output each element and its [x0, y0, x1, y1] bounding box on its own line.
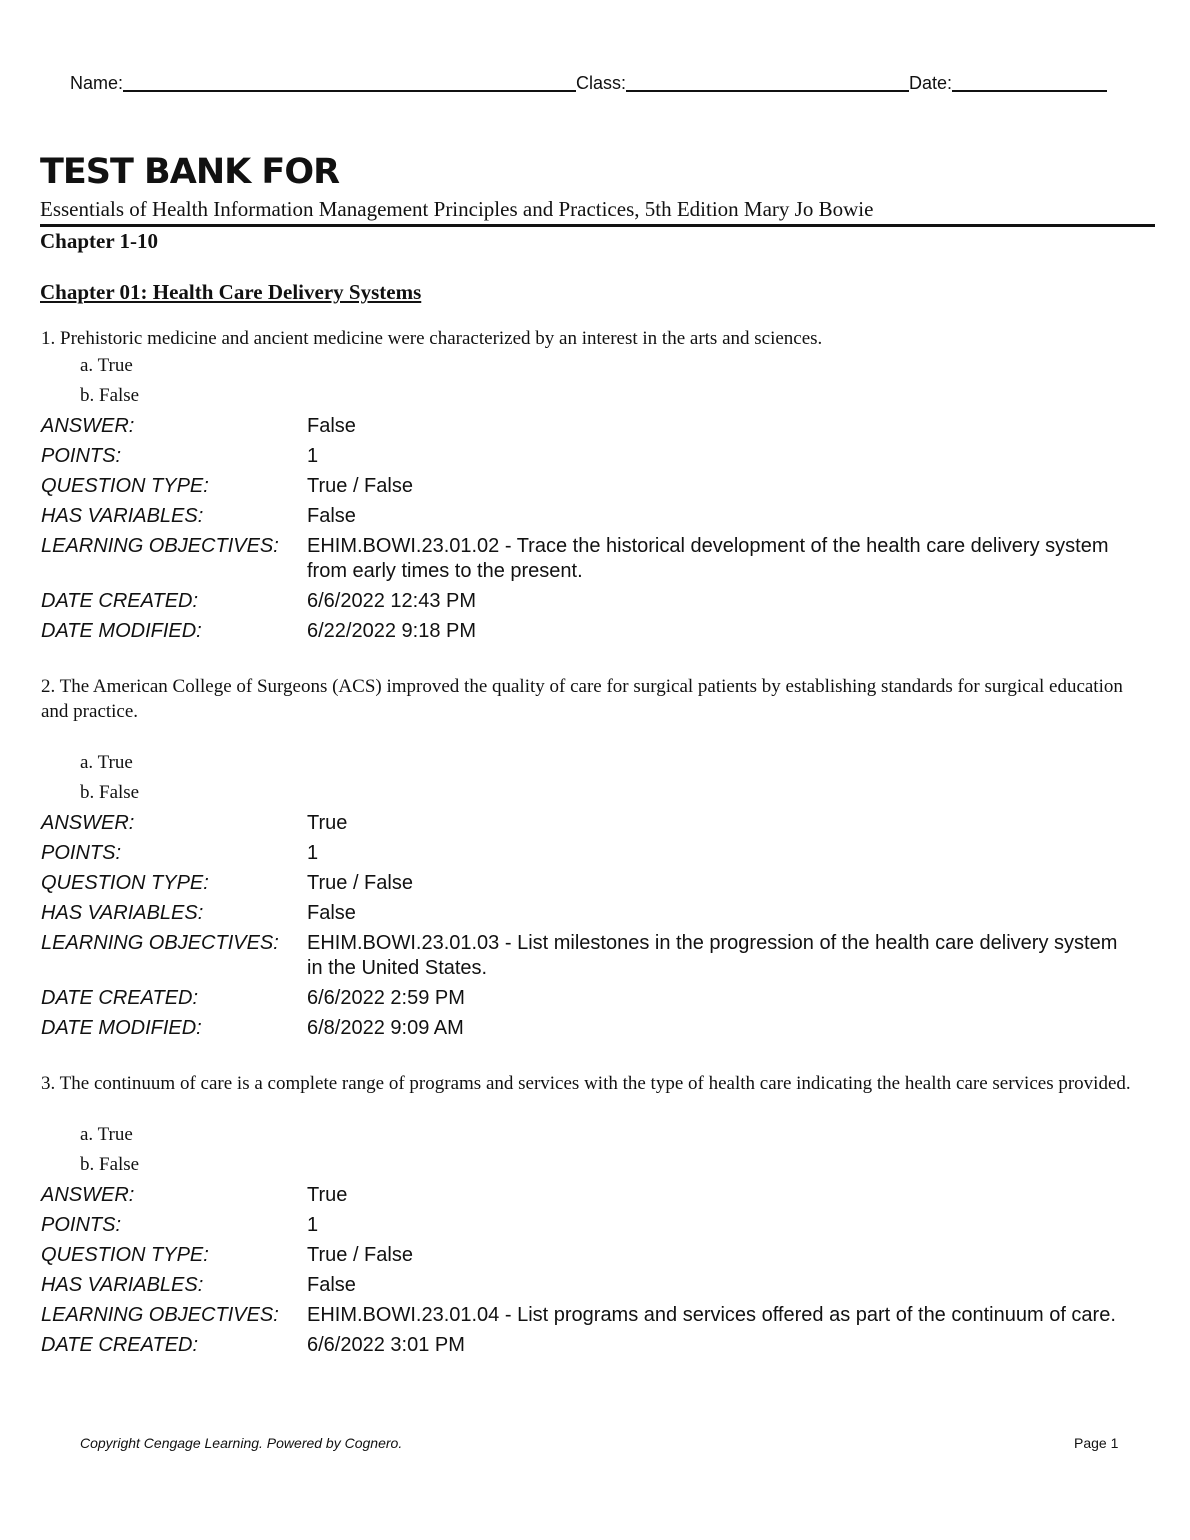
title-divider — [40, 224, 1155, 227]
page-title: TEST BANK FOR — [40, 152, 340, 192]
has-variables-value: False — [307, 902, 356, 924]
option-false: b. False — [80, 782, 140, 803]
answer-value: True — [307, 1184, 348, 1206]
question-metadata — [41, 808, 1131, 1043]
learning-objectives-label: LEARNING OBJECTIVES: — [41, 535, 279, 557]
footer-copyright: Copyright Cengage Learning. Powered by Cognero. — [80, 1435, 403, 1451]
points-value: 1 — [307, 842, 319, 864]
date-modified-value: 6/22/2022 9:18 PM — [307, 620, 477, 642]
book-subtitle: Essentials of Health Information Management Principles and Practices, 5th Edition Mary Jo Bowie — [40, 197, 874, 221]
question-type-value: True / False — [307, 475, 413, 497]
student-info-header — [70, 70, 1126, 94]
learning-objectives-label: LEARNING OBJECTIVES: — [41, 932, 279, 954]
date-created-value: 6/6/2022 2:59 PM — [307, 987, 465, 1009]
learning-objectives-value: EHIM.BOWI.23.01.03 - List milestones in the progression of the health care delivery system in the United States. — [307, 932, 1118, 979]
date-modified-label: DATE MODIFIED: — [41, 1017, 202, 1039]
question-3 — [41, 1071, 1131, 1360]
answer-label: ANSWER: — [41, 415, 135, 437]
date-created-value: 6/6/2022 3:01 PM — [307, 1334, 465, 1356]
name-label: Name: — [70, 73, 124, 93]
question-metadata — [41, 1180, 1131, 1360]
points-value: 1 — [307, 445, 319, 467]
question-type-label: QUESTION TYPE: — [41, 1244, 209, 1266]
has-variables-value: False — [307, 1274, 356, 1296]
points-value: 1 — [307, 1214, 319, 1236]
points-label: POINTS: — [41, 445, 122, 467]
class-blank-line[interactable] — [626, 72, 909, 92]
chapter-range: Chapter 1-10 — [40, 229, 159, 253]
question-1 — [41, 326, 1131, 646]
answer-value: True — [307, 812, 348, 834]
class-label: Class: — [576, 73, 627, 93]
chapter-heading: Chapter 01: Health Care Delivery Systems — [40, 280, 422, 304]
question-type-label: QUESTION TYPE: — [41, 872, 209, 894]
date-modified-label: DATE MODIFIED: — [41, 620, 202, 642]
option-false: b. False — [80, 1154, 140, 1175]
page-number: Page 1 — [1074, 1435, 1119, 1451]
question-2 — [41, 674, 1131, 1043]
option-false: b. False — [80, 385, 140, 406]
answer-label: ANSWER: — [41, 1184, 135, 1206]
learning-objectives-value: EHIM.BOWI.23.01.02 - Trace the historical development of the health care delivery system from early times to the present. — [307, 535, 1109, 582]
option-true: a. True — [80, 355, 133, 376]
question-type-value: True / False — [307, 872, 413, 894]
question-type-value: True / False — [307, 1244, 413, 1266]
question-text: 3. The continuum of care is a complete range of programs and services with the type of health care indicating the health care services provided. — [41, 1073, 1131, 1094]
option-true: a. True — [80, 1124, 133, 1145]
question-type-label: QUESTION TYPE: — [41, 475, 209, 497]
answer-label: ANSWER: — [41, 812, 135, 834]
answer-options — [41, 351, 1131, 411]
date-blank-line[interactable] — [952, 72, 1107, 92]
date-created-label: DATE CREATED: — [41, 590, 199, 612]
answer-options — [41, 1120, 1131, 1180]
date-label: Date: — [909, 73, 953, 93]
name-blank-line[interactable] — [123, 72, 576, 92]
date-created-label: DATE CREATED: — [41, 987, 199, 1009]
question-metadata — [41, 411, 1131, 646]
date-created-label: DATE CREATED: — [41, 1334, 199, 1356]
points-label: POINTS: — [41, 842, 122, 864]
has-variables-label: HAS VARIABLES: — [41, 1274, 204, 1296]
learning-objectives-value: EHIM.BOWI.23.01.04 - List programs and services offered as part of the continuum of care. — [307, 1304, 1116, 1326]
has-variables-label: HAS VARIABLES: — [41, 902, 204, 924]
date-modified-value: 6/8/2022 9:09 AM — [307, 1017, 464, 1039]
points-label: POINTS: — [41, 1214, 122, 1236]
has-variables-label: HAS VARIABLES: — [41, 505, 204, 527]
answer-options — [41, 748, 1131, 808]
answer-value: False — [307, 415, 356, 437]
has-variables-value: False — [307, 505, 356, 527]
option-true: a. True — [80, 752, 133, 773]
question-text: 2. The American College of Surgeons (ACS) improved the quality of care for surgical patients by establishing standards for surgical education and practice. — [41, 676, 1123, 722]
date-created-value: 6/6/2022 12:43 PM — [307, 590, 477, 612]
question-text: 1. Prehistoric medicine and ancient medicine were characterized by an interest in the arts and sciences. — [41, 328, 823, 349]
learning-objectives-label: LEARNING OBJECTIVES: — [41, 1304, 279, 1326]
